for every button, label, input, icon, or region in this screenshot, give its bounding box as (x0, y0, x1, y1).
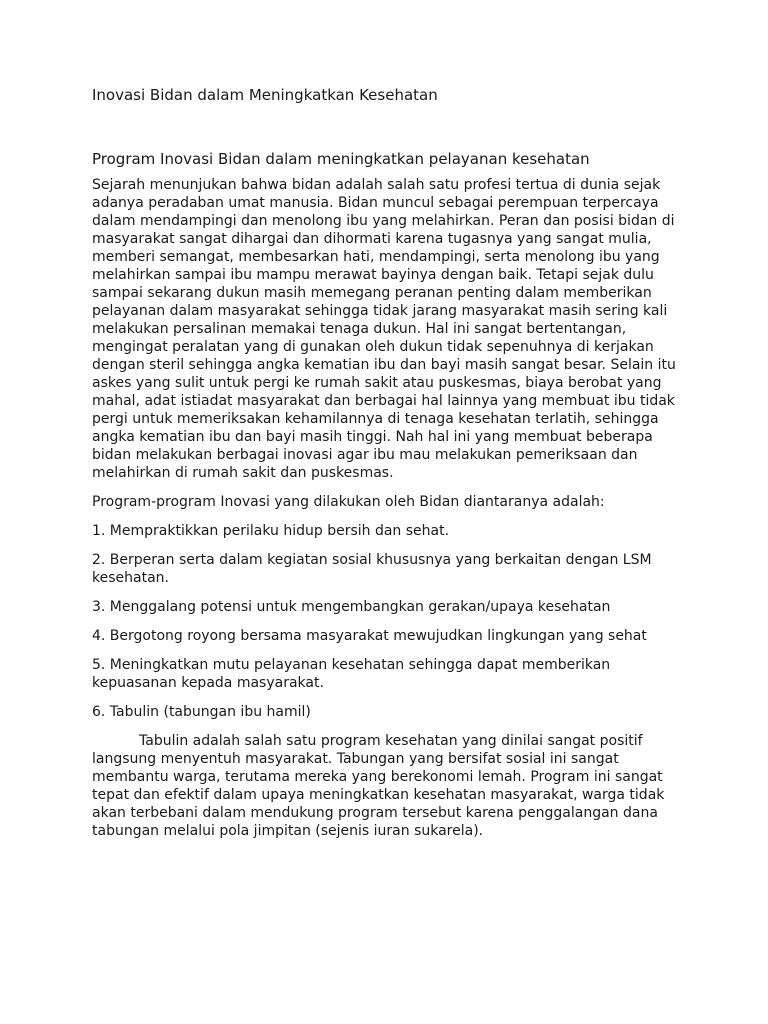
program-list (92, 522, 684, 721)
tabulin-paragraph: Tabulin adalah salah satu program kesehatan yang dinilai sangat positif langsung menyentuh masyarakat. Tabungan yang bersifat sosial ini sangat membantu warga, terutama mereka yang berekonomi lemah. Program ini sangat tepat dan efektif dalam upaya meningkatkan kesehatan masyarakat, warga tidak akan terbebani dalam mendukung program tersebut karena penggalangan dana tabungan melalui pola jimpitan (sejenis iuran sukarela). (92, 733, 665, 839)
intro-paragraph: Sejarah menunjukan bahwa bidan adalah salah satu profesi tertua di dunia sejak adanya peradaban umat manusia. Bidan muncul sebagai perempuan terpercaya dalam mendampingi dan menolong ibu yang melahirkan. Peran dan posisi bidan di masyarakat sangat dihargai dan dihormati karena tugasnya yang sangat mulia, memberi semangat, membesarkan hati, mendampingi, serta menolong ibu yang melahirkan sampai ibu mampu merawat bayinya dengan baik. Tetapi sejak dulu sampai sekarang dukun masih memegang peranan penting dalam memberikan pelayanan dalam masyarakat sehingga tidak jarang masyarakat masih sering kali melakukan persalinan memakai tenaga dukun. Hal ini sangat bertentangan, mengingat peralatan yang di gunakan oleh dukun tidak sepenuhnya di kerjakan dengan steril sehingga angka kematian ibu dan bayi masih sangat besar. Selain itu askes yang sulit untuk pergi ke rumah sakit atau puskesmas, biaya berobat yang mahal, adat istiadat masyarakat dan berbagai hal lainnya yang membuat ibu tidak pergi untuk memeriksakan kehamilannya di tenaga kesehatan terlatih, sehingga angka kematian ibu dan bayi masih tinggi. Nah hal ini yang membuat beberapa bidan melakukan berbagai inovasi agar ibu mau melakukan pemeriksaan dan melahirkan di rumah sakit dan puskesmas. (92, 177, 676, 481)
list-item: 5. Meningkatkan mutu pelayanan kesehatan sehingga dapat memberikan kepuasanan kepada masyarakat. (92, 657, 611, 691)
list-item: 6. Tabulin (tabungan ibu hamil) (92, 704, 311, 720)
list-item: 3. Menggalang potensi untuk mengembangkan gerakan/upaya kesehatan (92, 599, 611, 615)
document-title: Inovasi Bidan dalam Meningkatkan Kesehatan (92, 86, 438, 104)
list-item: 1. Mempraktikkan perilaku hidup bersih dan sehat. (92, 523, 450, 539)
list-item: 2. Berperan serta dalam kegiatan sosial khususnya yang berkaitan dengan LSM kesehatan. (92, 552, 652, 586)
list-intro-paragraph: Program-program Inovasi yang dilakukan oleh Bidan diantaranya adalah: (92, 494, 605, 510)
document-page (92, 84, 684, 851)
list-item: 4. Bergotong royong bersama masyarakat mewujudkan lingkungan yang sehat (92, 628, 647, 644)
section-heading: Program Inovasi Bidan dalam meningkatkan pelayanan kesehatan (92, 150, 590, 168)
